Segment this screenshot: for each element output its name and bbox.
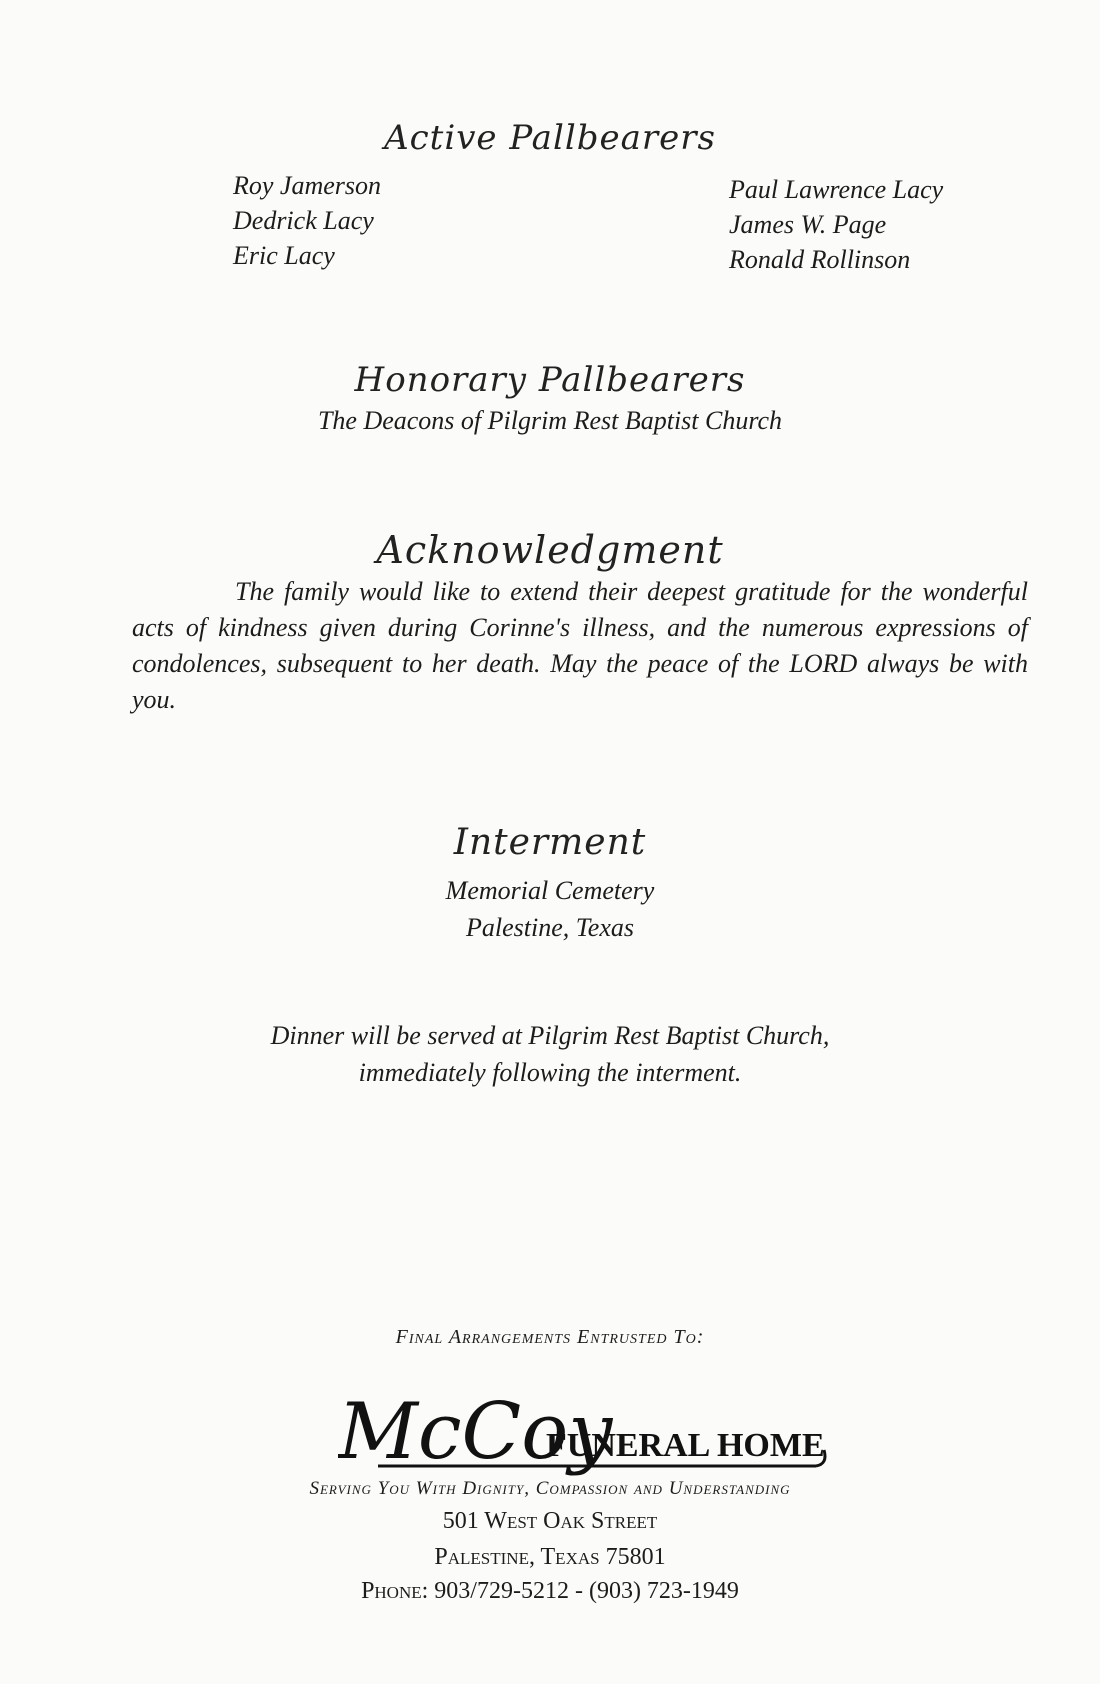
pallbearer-name: Eric Lacy — [233, 241, 335, 270]
logo-graphic — [338, 1384, 838, 1480]
interment-heading: Interment — [453, 822, 647, 863]
dinner-line-2: immediately following the interment. — [358, 1058, 742, 1087]
active-pallbearers-heading: Active Pallbearers — [384, 118, 716, 158]
dinner-notice — [0, 1017, 1100, 1091]
logo-script-text: McCoy — [338, 1387, 613, 1477]
funeral-home-logo — [338, 1384, 838, 1480]
interment-location — [0, 872, 1100, 946]
address-street: 501 West Oak Street — [442, 1508, 658, 1534]
phone-numbers: Phone: 903/729-5212 - (903) 723-1949 — [361, 1578, 739, 1604]
pallbearer-name: Paul Lawrence Lacy — [729, 175, 944, 204]
interment-cemetery: Memorial Cemetery — [445, 876, 655, 905]
pallbearer-name: Ronald Rollinson — [729, 245, 911, 274]
acknowledgment-text: The family would like to extend their deepest gratitude for the wonderful acts of kindness given during Corinne's illness, and the numerous expressions of condolences, subsequent to her death. May the peace of the LORD always be with you. — [132, 577, 1028, 714]
dinner-line-1: Dinner will be served at Pilgrim Rest Baptist Church, — [270, 1021, 830, 1050]
interment-city: Palestine, Texas — [465, 913, 635, 942]
honorary-pallbearers-heading: Honorary Pallbearers — [354, 360, 746, 400]
acknowledgment-heading: Acknowledgment — [376, 528, 724, 572]
logo-funeral-home-text: FUNERAL HOME — [546, 1427, 825, 1464]
pallbearer-name: James W. Page — [729, 210, 887, 239]
final-arrangements-label: Final Arrangements Entrusted To: — [395, 1326, 705, 1348]
pallbearer-name: Roy Jamerson — [233, 171, 382, 200]
funeral-home-slogan: Serving You With Dignity, Compassion and Understanding — [309, 1478, 791, 1499]
pallbearer-name: Dedrick Lacy — [233, 206, 374, 235]
honorary-pallbearers-text: The Deacons of Pilgrim Rest Baptist Church — [317, 406, 783, 435]
address-city-state: Palestine, Texas 75801 — [434, 1544, 666, 1570]
active-pallbearers-right-column — [729, 172, 943, 277]
active-pallbearers-left-column — [233, 168, 381, 273]
